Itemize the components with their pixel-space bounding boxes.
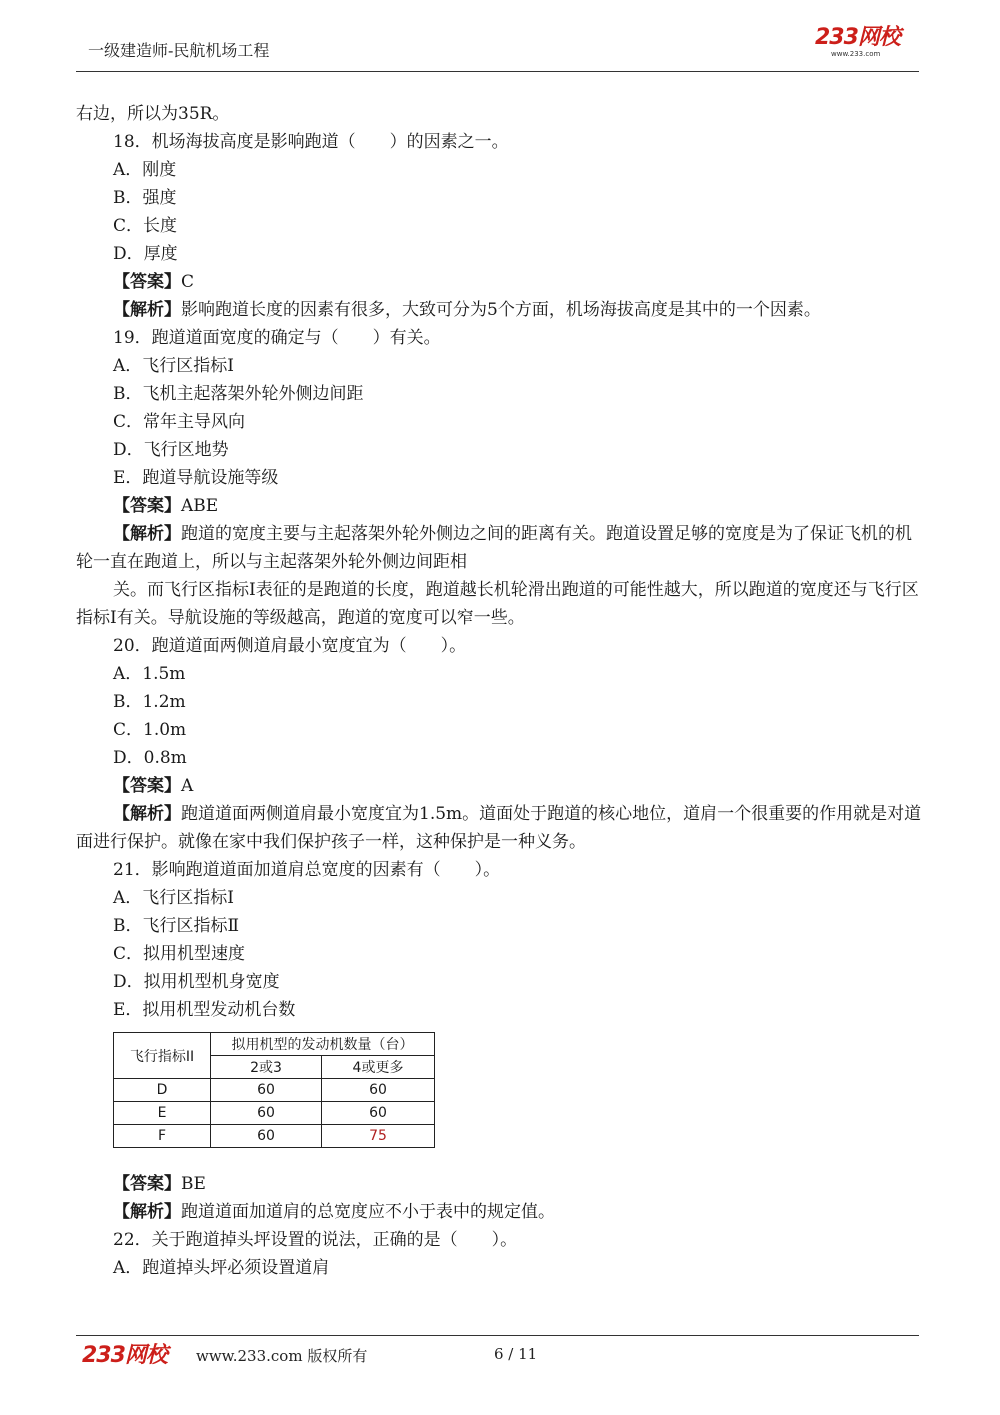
footer-divider [76, 1335, 919, 1336]
option-b: B．飞行区指标Ⅱ [113, 916, 240, 936]
brand-logo[interactable] [815, 26, 925, 66]
answer-line [76, 492, 926, 520]
document-body [76, 100, 926, 1282]
header-divider [76, 71, 919, 72]
question-22: 22．关于跑道掉头坪设置的说法，正确的是（ ）。 [113, 1230, 518, 1250]
option-d: D．飞行区地势 [113, 440, 229, 460]
answer-value: C [181, 272, 195, 292]
page-header [0, 0, 1000, 80]
answer-label: 【答案】 [113, 1174, 181, 1194]
analysis-paragraph [76, 800, 926, 856]
option-b: B．强度 [113, 188, 177, 208]
option-a: A．飞行区指标Ⅰ [113, 356, 234, 376]
analysis-text: 关。而飞行区指标Ⅰ表征的是跑道的长度，跑道越长机轮滑出跑道的可能性越大，所以跑道的宽度还与飞行区指标Ⅰ有关。导航设施的等级越高，跑道的宽度可以窄一些。 [76, 580, 919, 628]
text-line: 右边，所以为35R。 [76, 104, 230, 124]
option-d: D．0.8m [113, 748, 187, 768]
table-cell: 60 [211, 1079, 322, 1102]
analysis-line [76, 296, 926, 324]
option-b: B．飞机主起落架外轮外侧边间距 [113, 384, 364, 404]
footer-copyright: www.233.com 版权所有 [196, 1347, 368, 1365]
option-a: A．跑道掉头坪必须设置道肩 [113, 1258, 330, 1278]
table-cell-code: E [114, 1102, 211, 1125]
analysis-text: 跑道道面加道肩的总宽度应不小于表中的规定值。 [181, 1202, 555, 1222]
answer-line [76, 268, 926, 296]
brand-logo-url: www.233.com [831, 50, 881, 58]
table-row [114, 1102, 435, 1125]
option-c: C．常年主导风向 [113, 412, 246, 432]
option-e: E．拟用机型发动机台数 [113, 1000, 296, 1020]
analysis-label: 【解析】 [113, 524, 181, 544]
answer-label: 【答案】 [113, 272, 181, 292]
answer-value: A [181, 776, 194, 796]
analysis-paragraph [76, 520, 926, 576]
footer-logo[interactable]: 233网校 [82, 1343, 167, 1368]
answer-line [76, 1170, 926, 1198]
table-col-header: 2或3 [211, 1056, 322, 1079]
option-c: C．1.0m [113, 720, 187, 740]
analysis-line [76, 1198, 926, 1226]
answer-label: 【答案】 [113, 776, 181, 796]
page-number: 6 / 11 [494, 1345, 538, 1363]
table-col-header: 4或更多 [322, 1056, 435, 1079]
table-cell-code: D [114, 1079, 211, 1102]
analysis-text: 跑道道面两侧道肩最小宽度宜为1.5m。道面处于跑道的核心地位，道肩一个很重要的作用就是对道面进行保护。就像在家中我们保护孩子一样，这种保护是一种义务。 [76, 804, 922, 852]
analysis-label: 【解析】 [113, 300, 181, 320]
table-cell: 60 [211, 1125, 322, 1148]
table-cell: 60 [322, 1102, 435, 1125]
answer-label: 【答案】 [113, 496, 181, 516]
option-b: B．1.2m [113, 692, 186, 712]
option-a: A．飞行区指标Ⅰ [113, 888, 234, 908]
analysis-text: 影响跑道长度的因素有很多，大致可分为5个方面，机场海拔高度是其中的一个因素。 [181, 300, 821, 320]
option-c: C．长度 [113, 216, 178, 236]
shoulder-width-table-wrap [113, 1032, 926, 1166]
question-18: 18．机场海拔高度是影响跑道（ ）的因素之一。 [113, 132, 509, 152]
question-19: 19．跑道道面宽度的确定与（ ）有关。 [113, 328, 441, 348]
table-cell-highlight: 75 [322, 1125, 435, 1148]
table-cell: 60 [322, 1079, 435, 1102]
table-cell-code: F [114, 1125, 211, 1148]
option-e: E．跑道导航设施等级 [113, 468, 279, 488]
shoulder-width-table [113, 1032, 435, 1148]
brand-logo-text: 233网校 [815, 25, 900, 50]
header-title: 一级建造师-民航机场工程 [88, 41, 270, 60]
question-21: 21．影响跑道道面加道肩总宽度的因素有（ ）。 [113, 860, 501, 880]
option-d: D．厚度 [113, 244, 178, 264]
analysis-text: 跑道的宽度主要与主起落架外轮外侧边之间的距离有关。跑道设置足够的宽度是为了保证飞机的机轮一直在跑道上，所以与主起落架外轮外侧边间距相 [76, 524, 912, 572]
answer-line [76, 772, 926, 800]
analysis-label: 【解析】 [113, 804, 181, 824]
table-row-header: 飞行指标II [114, 1033, 211, 1079]
option-d: D．拟用机型机身宽度 [113, 972, 280, 992]
table-cell: 60 [211, 1102, 322, 1125]
analysis-paragraph [76, 576, 926, 632]
analysis-label: 【解析】 [113, 1202, 181, 1222]
question-20: 20．跑道道面两侧道肩最小宽度宜为（ ）。 [113, 636, 467, 656]
option-c: C．拟用机型速度 [113, 944, 246, 964]
answer-value: BE [181, 1174, 206, 1194]
option-a: A．1.5m [113, 664, 186, 684]
answer-value: ABE [181, 496, 219, 516]
table-group-header: 拟用机型的发动机数量（台） [211, 1033, 435, 1056]
table-row [114, 1079, 435, 1102]
table-row [114, 1125, 435, 1148]
option-a: A．刚度 [113, 160, 177, 180]
